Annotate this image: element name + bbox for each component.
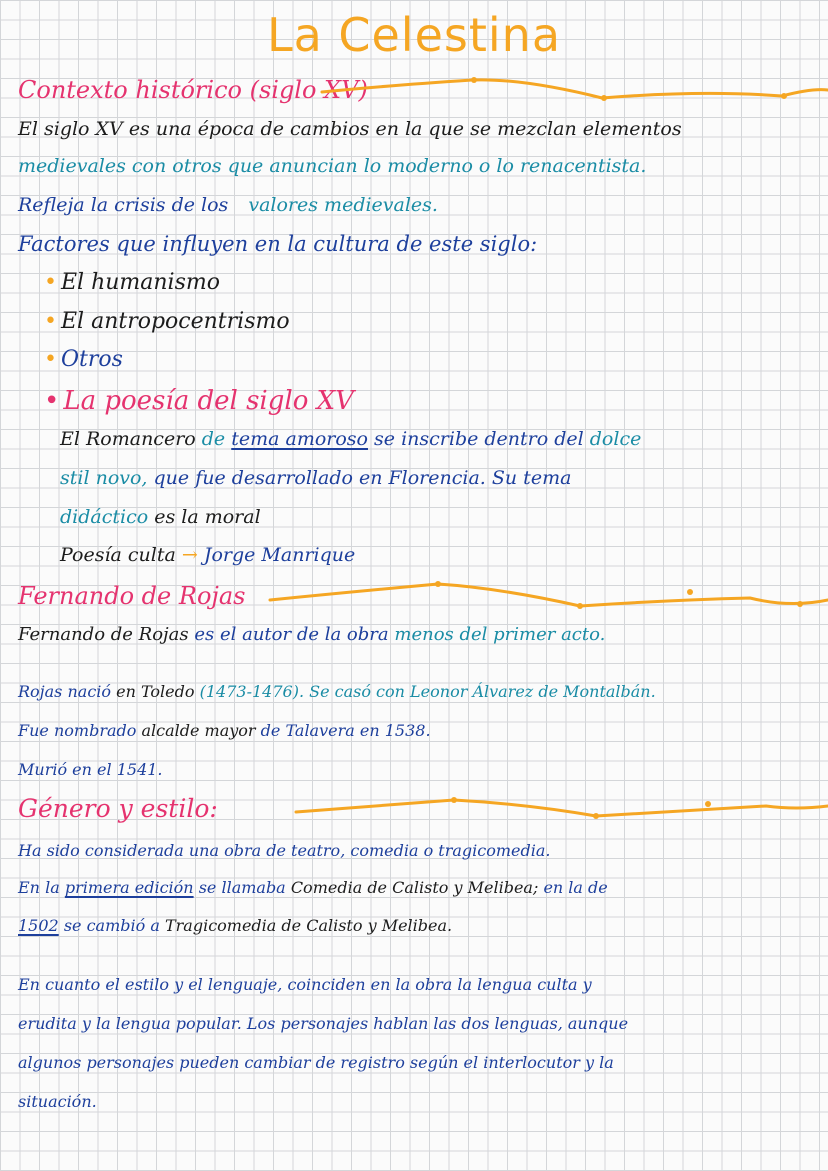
text-nacio: Rojas nació [18, 682, 112, 701]
text-poesia-culta: Poesía culta [60, 544, 176, 566]
text-de-la-obra: de la obra [296, 624, 389, 645]
text-florencia: que fue desarrollado en Florencia. [153, 467, 486, 489]
text-moral: es la moral [154, 506, 261, 528]
arrow-icon: → [181, 544, 198, 566]
contexto-line-2: medievales con otros que anuncian lo moderno o lo renacentista. [18, 155, 647, 177]
genero-line-6: algunos personajes pueden cambiar de registro según el interlocutor y la [18, 1053, 614, 1072]
text-jorge-manrique: Jorge Manrique [203, 544, 356, 566]
rojas-line-2 [18, 684, 656, 700]
bullet-antropocentrismo [44, 311, 290, 333]
text-erudita: erudita y la lengua popular. [18, 1014, 242, 1033]
text-en-la-de: en la de [543, 878, 608, 897]
text-inscribe: se inscribe dentro del [374, 428, 584, 450]
text-su-tema: Su tema [491, 467, 572, 489]
bullet-humanismo [44, 272, 220, 294]
text-dolce: dolce [589, 428, 642, 450]
text-toledo: en Toledo [116, 682, 195, 701]
contexto-line-1: El siglo XV es una época de cambios en la que se mezclan elementos [18, 118, 682, 140]
heading-underline-genero [296, 792, 828, 832]
text-1502: 1502 [18, 916, 59, 935]
contexto-line-3 [18, 196, 438, 215]
contexto-line-3-a: Refleja la crisis de los [18, 194, 229, 216]
contexto-line-3-b: valores medievales. [248, 194, 438, 216]
bullet-dot: • [44, 270, 57, 295]
rojas-line-3 [18, 723, 431, 739]
heading-underline-contexto [322, 70, 828, 110]
text-didactico: didáctico [60, 506, 149, 528]
heading-genero: Género y estilo: [18, 794, 218, 823]
text-talavera: de Talavera en 1538. [260, 721, 431, 740]
text-es-autor: es el autor [194, 624, 292, 645]
text-en-la: En la [18, 878, 60, 897]
rojas-line-1 [18, 626, 605, 644]
text-tragicomedia: Tragicomedia de Calisto y Melibea. [164, 916, 453, 935]
page-title: La Celestina [266, 8, 562, 62]
heading-contexto: Contexto histórico (siglo XV) [18, 76, 368, 104]
text-comedia: Comedia de Calisto y Melibea; [290, 878, 539, 897]
text-se-cambio: se cambió a [63, 916, 160, 935]
genero-line-2 [18, 880, 608, 896]
bullet-otros [44, 349, 123, 371]
text-primera-edicion: primera edición [64, 878, 194, 897]
genero-line-4: En cuanto el estilo y el lenguaje, coinciden en la obra la lengua culta y [18, 975, 592, 994]
heading-rojas: Fernando de Rojas [18, 582, 246, 610]
poesia-line-2 [60, 469, 571, 488]
bullet-dot: • [44, 386, 60, 416]
poesia-line-1 [60, 430, 641, 449]
text-se-llamaba: se llamaba [198, 878, 286, 897]
text-menos-primer-acto: menos del primer acto. [394, 624, 606, 645]
text-de: de [201, 428, 226, 450]
text-fue-nombrado: Fue nombrado [18, 721, 137, 740]
poesia-line-4 [60, 546, 355, 565]
text-tema-amoroso: tema amoroso [231, 428, 368, 450]
factores-line: Factores que influyen en la cultura de este siglo: [18, 232, 538, 256]
rojas-line-4: Murió en el 1541. [18, 760, 163, 779]
bullet-dot: • [44, 347, 57, 372]
text-stil-novo: stil novo, [60, 467, 148, 489]
genero-line-7: situación. [18, 1092, 97, 1111]
heading-poesia-text: La poesía del siglo XV [63, 386, 354, 416]
genero-line-1: Ha sido considerada una obra de teatro, comedia o tragicomedia. [18, 841, 551, 860]
text-alcalde-mayor: alcalde mayor [141, 721, 256, 740]
heading-underline-rojas [270, 578, 828, 618]
text-fernando: Fernando de Rojas [18, 624, 189, 645]
genero-line-5 [18, 1016, 628, 1032]
bullet-dot: • [44, 309, 57, 334]
text-fechas-casamiento: (1473-1476). Se casó con Leonor Álvarez de Montalbán. [199, 682, 656, 701]
text-personajes: Los personajes hablan las dos lenguas, aunque [246, 1014, 629, 1033]
poesia-line-3 [60, 508, 261, 527]
bullet-text: Otros [60, 347, 123, 372]
genero-line-3 [18, 918, 452, 934]
heading-poesia [44, 388, 354, 414]
text-romancero: El Romancero [60, 428, 196, 450]
bullet-text: El humanismo [60, 270, 220, 295]
bullet-text: El antropocentrismo [60, 309, 290, 334]
